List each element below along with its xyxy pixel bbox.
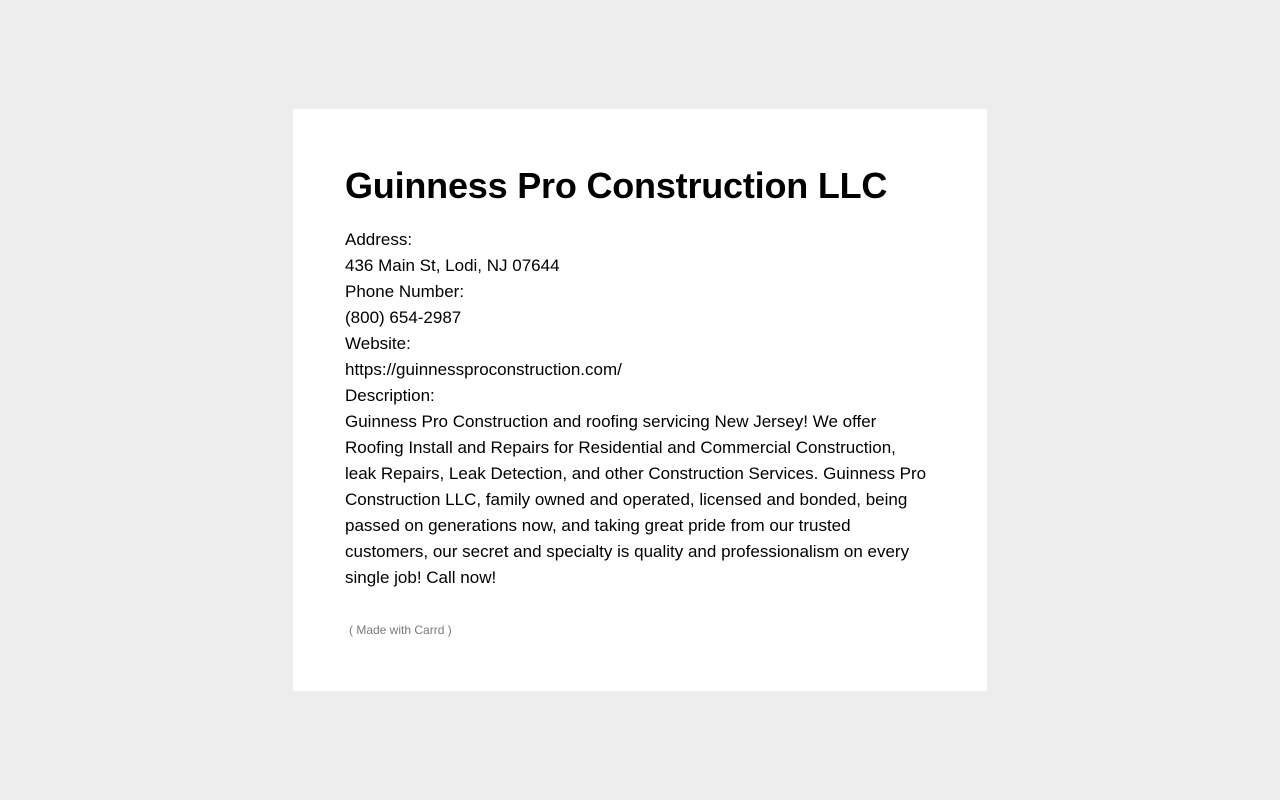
- page-title: Guinness Pro Construction LLC: [345, 165, 888, 206]
- description-label: Description:: [345, 386, 435, 405]
- card-content: [345, 165, 935, 638]
- description-text: Guinness Pro Construction and roofing servicing New Jersey! We offer Roofing Install and Repairs for Residential and Commercial Construction, leak Repairs, Leak Detection, and other Construction Services. Guinness Pro Construction LLC, family owned and operated, licensed and bonded, being passed on generations now, and taking great pride from our trusted customers, our secret and specialty is quality and professionalism on every single job! Call now!: [345, 412, 927, 587]
- address-label: Address:: [345, 230, 413, 249]
- footer: [345, 622, 935, 638]
- website-label: Website:: [345, 334, 411, 353]
- phone-label: Phone Number:: [345, 282, 465, 301]
- made-with-carrd-link[interactable]: ( Made with Carrd ): [349, 623, 452, 637]
- website-link-wrapper: [345, 357, 935, 383]
- website-link[interactable]: https://guinnessproconstruction.com/: [345, 360, 622, 379]
- business-details: [345, 227, 935, 591]
- content-card: [293, 109, 987, 691]
- address-value: 436 Main St, Lodi, NJ 07644: [345, 256, 560, 275]
- phone-value: (800) 654-2987: [345, 308, 462, 327]
